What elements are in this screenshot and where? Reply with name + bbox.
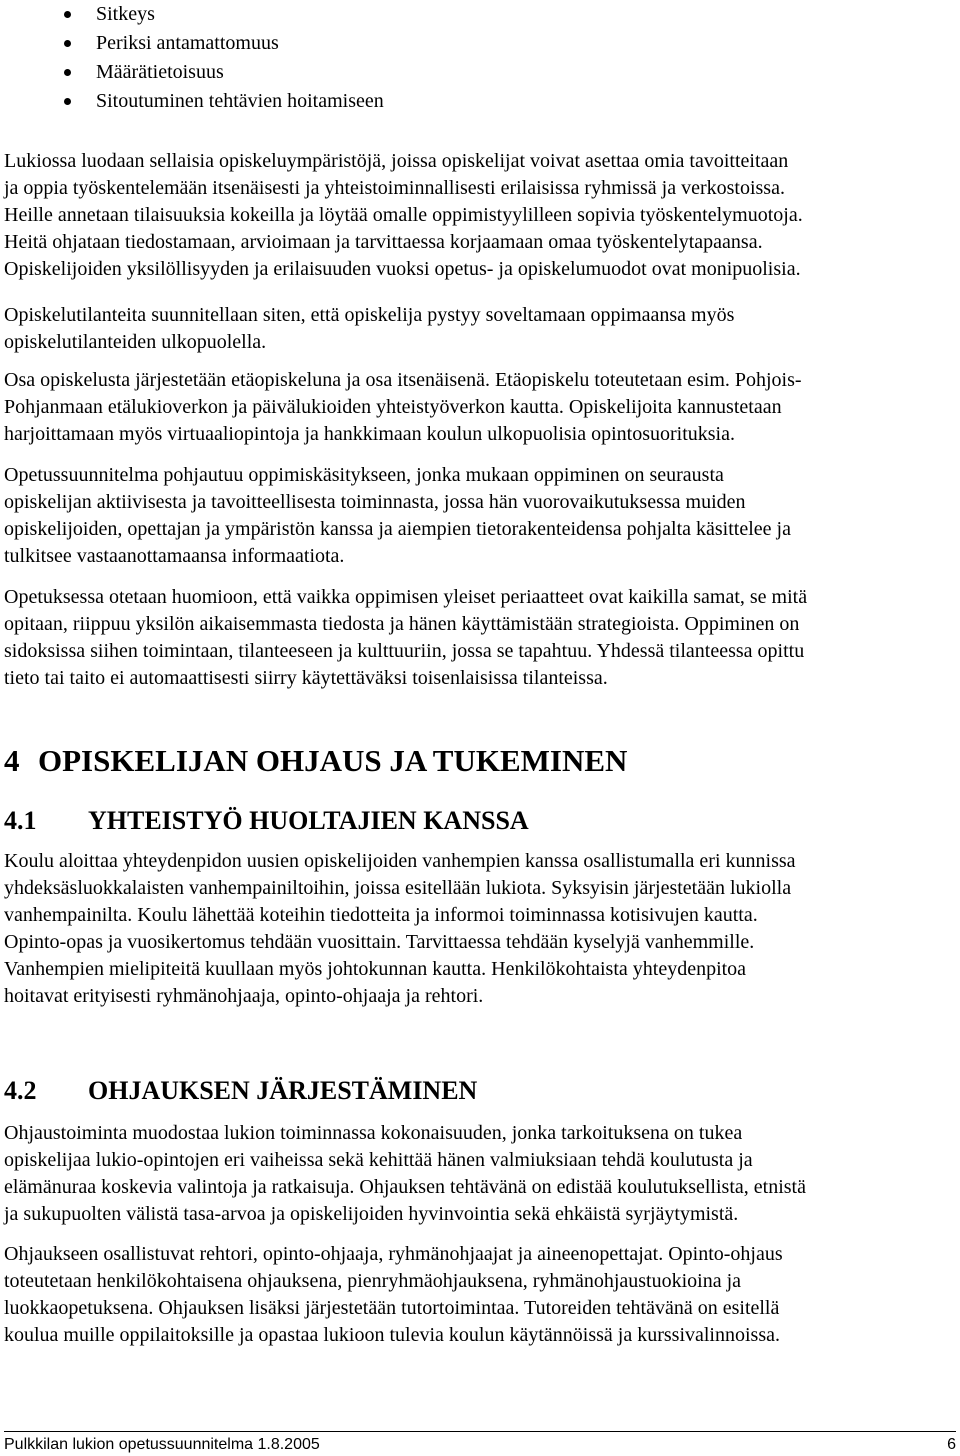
- text-line: Ohjaustoiminta muodostaa lukion toiminnassa kokonaisuuden, jonka tarkoituksena on tukea: [4, 1122, 743, 1144]
- text-line: opiskelijoiden, opettajan ja ympäristön kanssa ja aiempien tietorakenteidensa pohjalta käsittelee ja: [4, 518, 791, 540]
- text-line: yhdeksäsluokkalaisten vanhempainiltoihin, joissa esitellään lukiota. Syksyisin järjestetään lukiolla: [4, 877, 792, 899]
- section-heading-4-1: [4, 804, 529, 838]
- text-line: opiskelijaa lukio-opintojen eri vaiheissa sekä kehittää hänen valmiuksiaan tehdä koulutusta ja: [4, 1149, 753, 1171]
- text-line: opitaan, riippuu yksilön aikaisemmasta tiedosta ja hänen käyttämistään strategioista. Oppiminen on: [4, 613, 800, 635]
- bullet-icon: [64, 40, 71, 47]
- text-line: Opetuksessa otetaan huomioon, että vaikka oppimisen yleiset periaatteet ovat kaikilla samat, se mitä: [4, 586, 808, 608]
- bullet-icon: [64, 11, 71, 18]
- paragraph-curriculum-concept: [4, 462, 956, 570]
- list-item-text: Sitoutuminen tehtävien hoitamiseen: [96, 90, 384, 112]
- list-item-text: Määrätietoisuus: [96, 61, 224, 83]
- text-line: Opetussuunnitelma pohjautuu oppimiskäsitykseen, jonka mukaan oppiminen on seurausta: [4, 464, 724, 486]
- paragraph-guidance-participants: [4, 1241, 956, 1349]
- list-item: [64, 29, 384, 58]
- paragraph-distance-learning: [4, 367, 956, 448]
- section-heading-4: [4, 741, 627, 781]
- list-item: [64, 0, 384, 29]
- heading-number: 4.1: [4, 806, 37, 835]
- text-line: koulua muille oppilaitoksille ja opastaa lukioon tulevia koulun käytännöissä ja kurssivalinnoissa.: [4, 1324, 780, 1346]
- text-line: Heille annetaan tilaisuuksia kokeilla ja löytää omalle oppimistyylilleen sopivia työskentelymuotoja.: [4, 204, 803, 226]
- text-line: opiskelutilanteiden ulkopuolella.: [4, 331, 267, 353]
- list-item: [64, 87, 384, 116]
- text-line: Heitä ohjataan tiedostamaan, arvioimaan ja tarvittaessa korjaamaan omaa työskentelytapaansa.: [4, 231, 763, 253]
- paragraph-learning-environments: [4, 148, 956, 283]
- text-line: Vanhempien mielipiteitä kuullaan myös johtokunnan kautta. Henkilökohtaista yhteydenpitoa: [4, 958, 747, 980]
- text-line: hoitavat erityisesti ryhmänohjaaja, opinto-ohjaaja ja rehtori.: [4, 985, 484, 1007]
- text-line: Pohjanmaan etälukioverkon ja päivälukioiden yhteistyöverkon kautta. Opiskelijoita kannustetaan: [4, 396, 782, 418]
- bullet-list: [64, 0, 384, 116]
- paragraph-teaching-principles: [4, 584, 956, 692]
- text-line: tulkitsee vastaanottamaansa informaatiota.: [4, 545, 345, 567]
- bullet-icon: [64, 98, 71, 105]
- text-line: Koulu aloittaa yhteydenpidon uusien opiskelijoiden vanhempien kanssa osallistumalla eri kunnissa: [4, 850, 796, 872]
- text-line: Opiskelutilanteita suunnitellaan siten, että opiskelija pystyy soveltamaan oppimaansa myös: [4, 304, 735, 326]
- paragraph-study-situations: [4, 302, 956, 356]
- heading-number: 4.2: [4, 1076, 37, 1105]
- text-line: Opinto-opas ja vuosikertomus tehdään vuosittain. Tarvittaessa tehdään kyselyjä vanhemmille.: [4, 931, 755, 953]
- paragraph-guidance-activity: [4, 1120, 956, 1228]
- heading-title: OHJAUKSEN JÄRJESTÄMINEN: [88, 1076, 478, 1105]
- heading-title: YHTEISTYÖ HUOLTAJIEN KANSSA: [88, 806, 529, 835]
- text-line: sidoksissa siihen toimintaan, tilanteeseen ja kulttuuriin, jossa se tapahtuu. Yhdessä tilanteessa opittu: [4, 640, 805, 662]
- list-item-text: Periksi antamattomuus: [96, 32, 279, 54]
- text-line: Ohjaukseen osallistuvat rehtori, opinto-ohjaaja, ryhmänohjaajat ja aineenopettajat. Opinto-ohjaus: [4, 1243, 783, 1265]
- heading-number: 4: [4, 743, 20, 778]
- text-line: vanhempainilta. Koulu lähettää koteihin tiedotteita ja informoi toiminnassa kotisivujen kautta.: [4, 904, 758, 926]
- page-number: 6: [947, 1436, 956, 1453]
- text-line: elämänuraa koskevia valintoja ja ratkaisuja. Ohjauksen tehtävänä on edistää koulutuksellista, etnistä: [4, 1176, 806, 1198]
- text-line: Lukiossa luodaan sellaisia opiskeluympäristöjä, joissa opiskelijat voivat asettaa omia tavoitteitaan: [4, 150, 789, 172]
- text-line: ja oppia työskentelemään itsenäisesti ja yhteistoiminnallisesti erilaisissa ryhmissä ja verkostoissa.: [4, 177, 785, 199]
- heading-title: OPISKELIJAN OHJAUS JA TUKEMINEN: [38, 743, 628, 778]
- text-line: luokkaopetuksena. Ohjauksen lisäksi järjestetään tutortoimintaa. Tutoreiden tehtävänä on esitellä: [4, 1297, 780, 1319]
- text-line: Osa opiskelusta järjestetään etäopiskeluna ja osa itsenäisenä. Etäopiskelu toteutetaan esim. Pohjois-: [4, 369, 802, 391]
- page-footer: [4, 1431, 956, 1453]
- section-heading-4-2: [4, 1074, 477, 1108]
- text-line: opiskelijan aktiivisesta ja tavoitteellisesta toiminnasta, jossa hän vuorovaikutuksessa muiden: [4, 491, 746, 513]
- bullet-icon: [64, 69, 71, 76]
- text-line: toteutetaan henkilökohtaisena ohjauksena, pienryhmäohjauksena, ryhmänohjaustuokioina ja: [4, 1270, 742, 1292]
- list-item-text: Sitkeys: [96, 3, 155, 25]
- list-item: [64, 58, 384, 87]
- footer-text: Pulkkilan lukion opetussuunnitelma 1.8.2005: [4, 1436, 320, 1453]
- text-line: ja sukupuolten välistä tasa-arvoa ja opiskelijoiden hyvinvointia sekä ehkäistä syrjäytymistä.: [4, 1203, 739, 1225]
- paragraph-guardian-cooperation: [4, 848, 956, 1010]
- text-line: harjoittamaan myös virtuaaliopintoja ja hankkimaan koulun ulkopuolisia opintosuorituksia.: [4, 423, 735, 445]
- text-line: tieto tai taito ei automaattisesti siirry käytettäväksi toisenlaisissa tilanteissa.: [4, 667, 608, 689]
- text-line: Opiskelijoiden yksilöllisyyden ja erilaisuuden vuoksi opetus- ja opiskelumuodot ovat monipuolisia.: [4, 258, 801, 280]
